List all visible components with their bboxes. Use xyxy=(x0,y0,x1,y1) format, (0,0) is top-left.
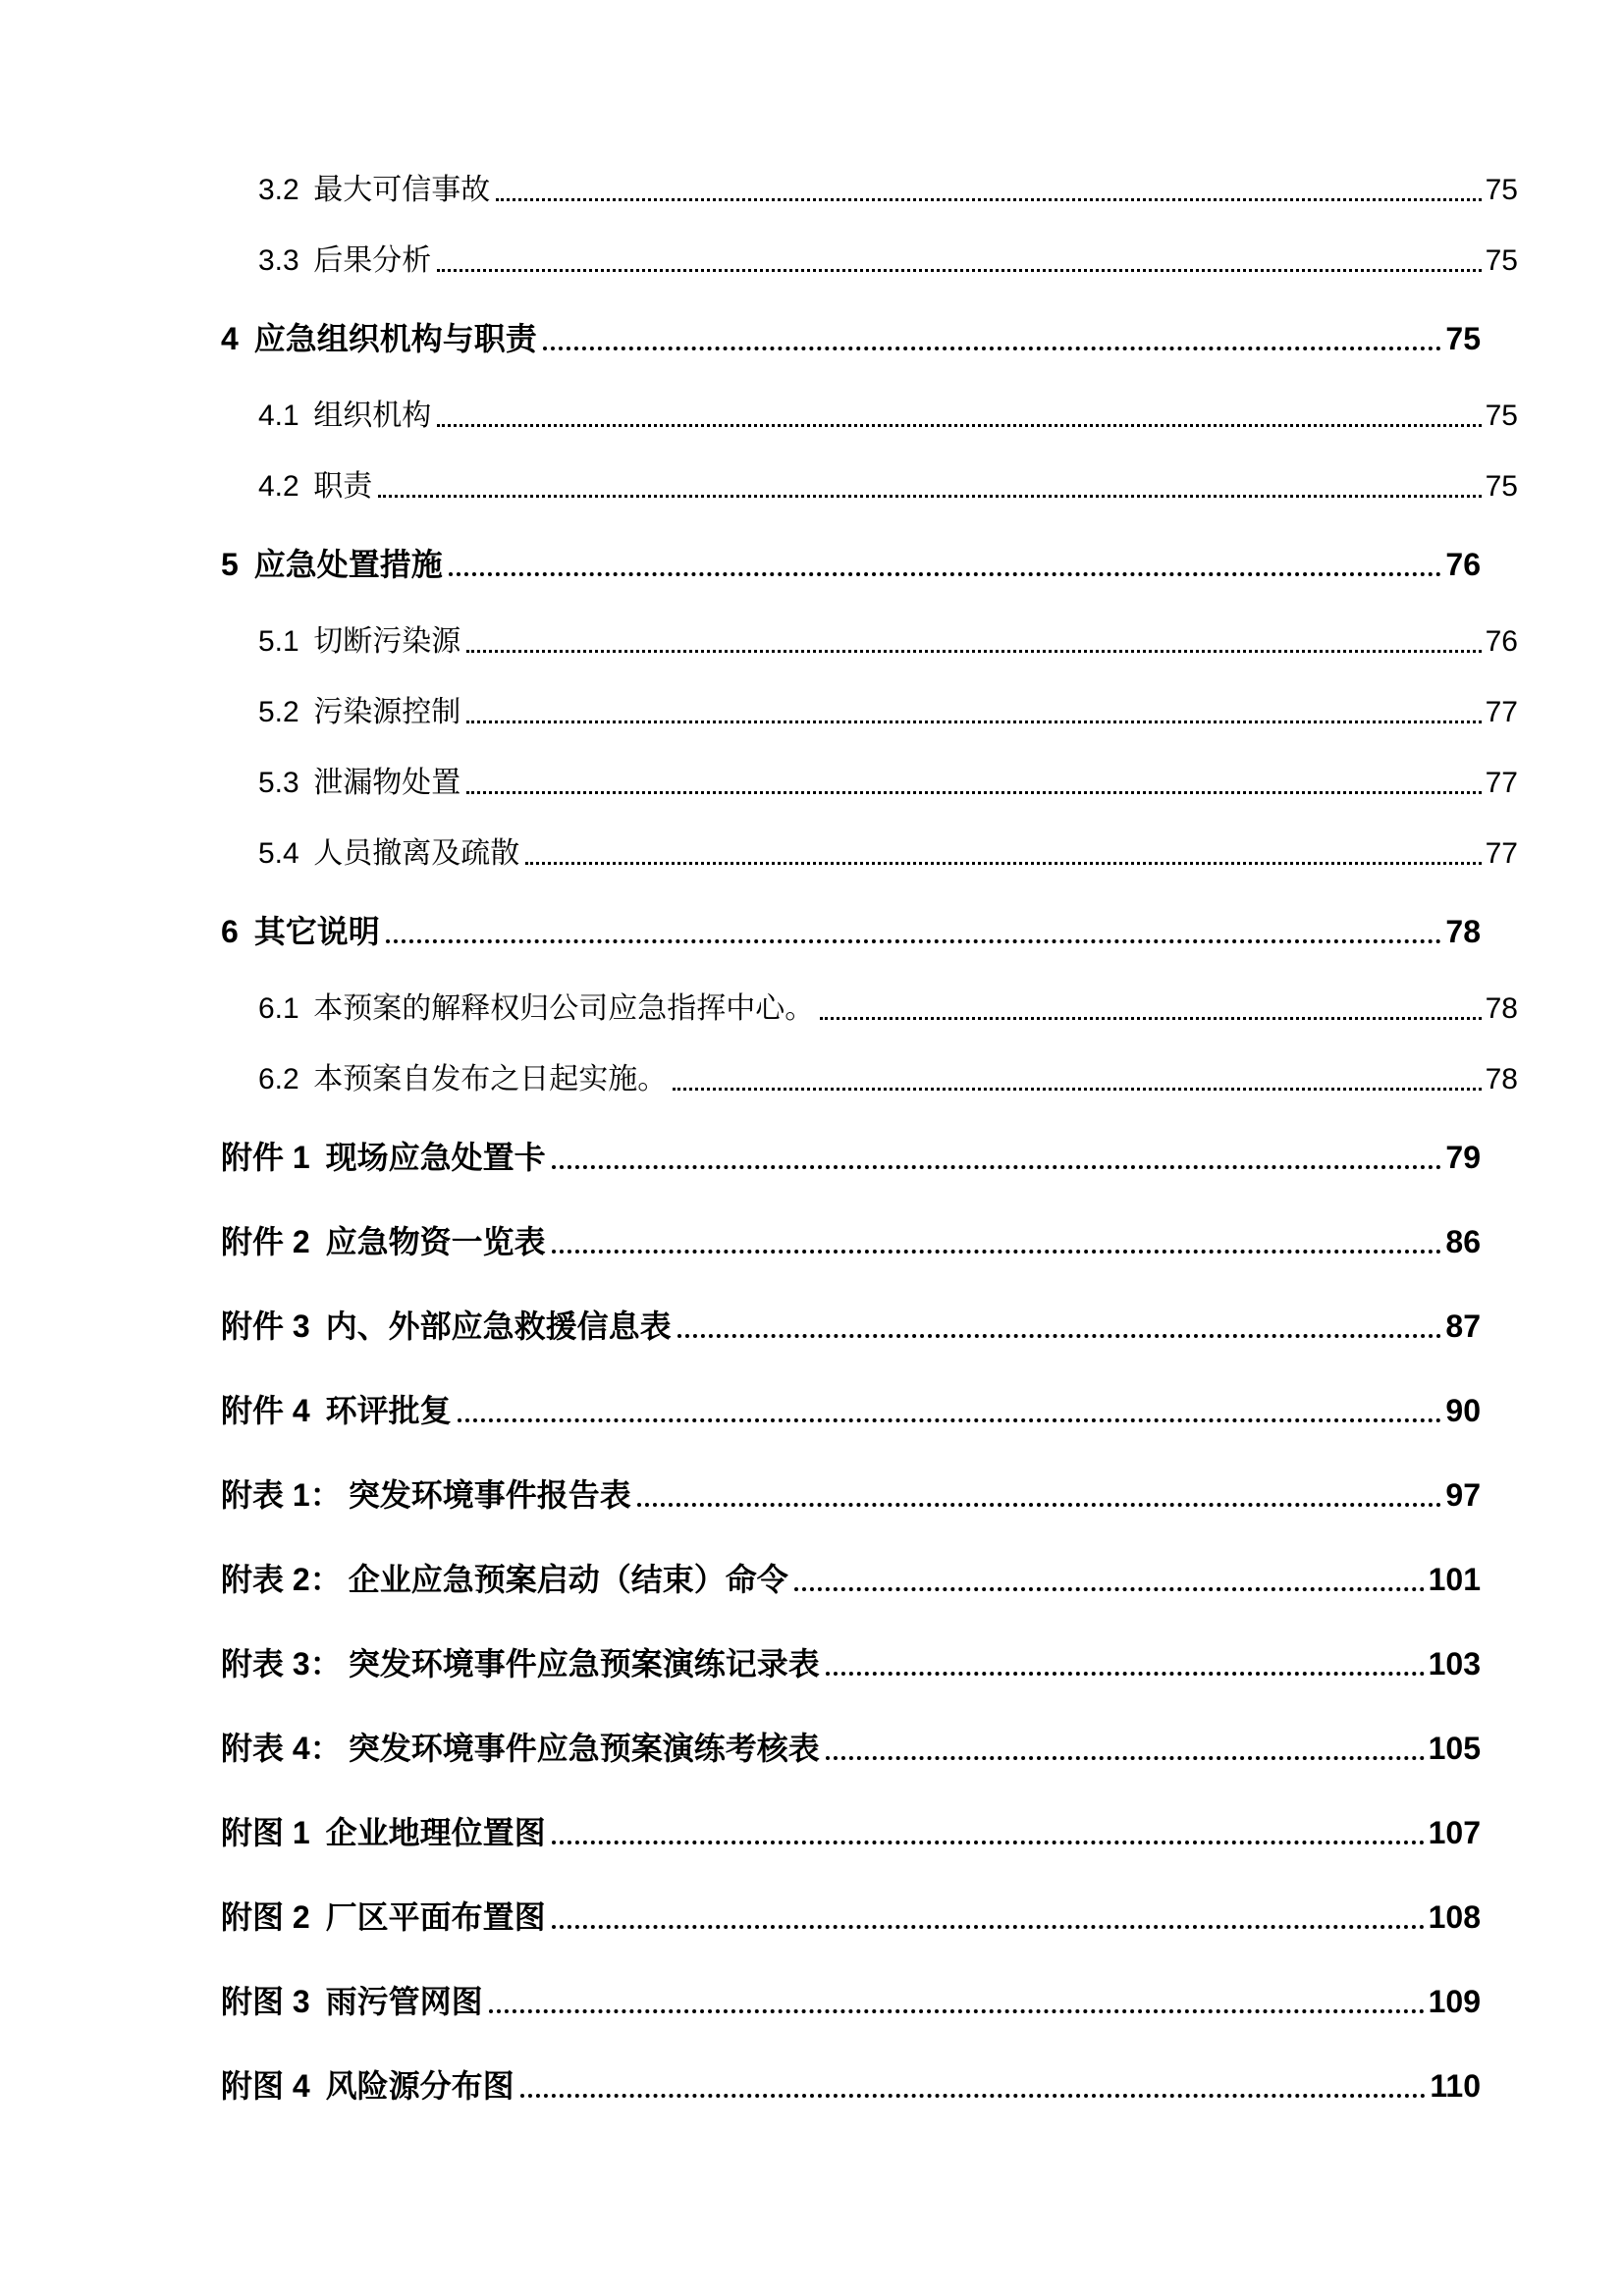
dot-leader xyxy=(437,424,1481,427)
dot-leader xyxy=(826,1672,1425,1676)
dot-leader xyxy=(458,1418,1442,1422)
dot-leader xyxy=(552,1250,1442,1254)
page-number: 77 xyxy=(1485,767,1518,799)
toc-entry xyxy=(221,1134,1481,1181)
toc-entry xyxy=(221,1556,1481,1603)
entry-number: 附件 1 xyxy=(221,1140,310,1175)
entry-title: 泄漏物处置 xyxy=(305,767,461,799)
entry-title: 企业地理位置图 xyxy=(316,1815,546,1850)
page-number: 75 xyxy=(1485,244,1518,277)
toc-entry xyxy=(258,394,1518,439)
entry-title: 应急处置措施 xyxy=(244,547,443,582)
dot-leader xyxy=(386,939,1442,943)
dot-leader xyxy=(449,572,1442,576)
entry-number: 5.3 xyxy=(258,767,299,799)
entry-title: 雨污管网图 xyxy=(316,1984,483,2019)
toc-entry xyxy=(258,761,1518,806)
dot-leader xyxy=(525,862,1481,865)
entry-number: 附图 2 xyxy=(221,1899,310,1935)
toc-entry xyxy=(221,315,1481,362)
entry-title: 应急组织机构与职责 xyxy=(244,321,537,356)
dot-leader xyxy=(552,1925,1425,1929)
entry-title: 风险源分布图 xyxy=(316,2068,514,2104)
entry-title: 突发环境事件应急预案演练考核表 xyxy=(348,1731,820,1766)
entry-number: 6 xyxy=(221,914,239,949)
entry-title: 职责 xyxy=(305,470,373,503)
dot-leader xyxy=(466,650,1481,653)
entry-title: 最大可信事故 xyxy=(305,174,491,206)
toc-entry xyxy=(221,908,1481,955)
entry-number: 附表 4： xyxy=(221,1731,342,1766)
toc-entry xyxy=(221,1978,1481,2025)
entry-title: 本预案的解释权归公司应急指挥中心。 xyxy=(305,992,815,1025)
page-number: 75 xyxy=(1485,470,1518,503)
dot-leader xyxy=(520,2094,1427,2098)
toc-entry xyxy=(221,1218,1481,1265)
entry-title: 污染源控制 xyxy=(305,696,461,728)
entry-title: 现场应急处置卡 xyxy=(316,1140,546,1175)
entry-number: 附表 2： xyxy=(221,1562,342,1597)
toc-entry xyxy=(258,619,1518,665)
dot-leader xyxy=(673,1088,1481,1091)
entry-title: 应急物资一览表 xyxy=(316,1224,546,1259)
entry-number: 4.2 xyxy=(258,470,299,503)
dot-leader xyxy=(543,347,1442,350)
entry-number: 4.1 xyxy=(258,400,299,432)
page-number: 103 xyxy=(1428,1646,1481,1682)
dot-leader xyxy=(552,1165,1442,1169)
page-number: 101 xyxy=(1428,1562,1481,1597)
page-number: 109 xyxy=(1428,1984,1481,2019)
entry-number: 附表 1： xyxy=(221,1477,342,1513)
page-number: 77 xyxy=(1485,837,1518,870)
page-number: 78 xyxy=(1445,914,1481,949)
dot-leader xyxy=(637,1503,1442,1507)
page-number: 110 xyxy=(1430,2068,1481,2104)
entry-title: 其它说明 xyxy=(244,914,380,949)
page-number: 76 xyxy=(1445,547,1481,582)
entry-number: 附件 2 xyxy=(221,1224,310,1259)
entry-number: 6.2 xyxy=(258,1063,299,1095)
entry-number: 附图 1 xyxy=(221,1815,310,1850)
entry-number: 5.4 xyxy=(258,837,299,870)
entry-number: 3.2 xyxy=(258,174,299,206)
page-number: 86 xyxy=(1445,1224,1481,1259)
dot-leader xyxy=(378,495,1481,498)
toc-entry xyxy=(258,464,1518,509)
toc-entry xyxy=(221,1471,1481,1519)
entry-title: 环评批复 xyxy=(316,1393,452,1428)
dot-leader xyxy=(820,1017,1481,1020)
entry-title: 内、外部应急救援信息表 xyxy=(316,1308,672,1344)
dot-leader xyxy=(466,721,1481,723)
toc-entry xyxy=(221,1387,1481,1434)
toc-entry xyxy=(221,1809,1481,1856)
entry-title: 切断污染源 xyxy=(305,625,461,658)
entry-title: 突发环境事件报告表 xyxy=(348,1477,631,1513)
dot-leader xyxy=(677,1334,1442,1338)
page-number: 87 xyxy=(1445,1308,1481,1344)
entry-number: 附表 3： xyxy=(221,1646,342,1682)
page-number: 105 xyxy=(1428,1731,1481,1766)
entry-number: 附件 3 xyxy=(221,1308,310,1344)
page-number: 97 xyxy=(1445,1477,1481,1513)
toc-entry xyxy=(258,831,1518,877)
entry-title: 突发环境事件应急预案演练记录表 xyxy=(348,1646,820,1682)
dot-leader xyxy=(552,1841,1425,1844)
page-number: 75 xyxy=(1485,400,1518,432)
page-number: 107 xyxy=(1428,1815,1481,1850)
toc-entry xyxy=(221,1640,1481,1687)
dot-leader xyxy=(496,198,1481,201)
entry-number: 5 xyxy=(221,547,239,582)
toc-entry xyxy=(258,1057,1518,1102)
page-number: 78 xyxy=(1485,1063,1518,1095)
entry-number: 5.1 xyxy=(258,625,299,658)
entry-title: 企业应急预案启动（结束）命令 xyxy=(348,1562,788,1597)
toc-entry xyxy=(221,1894,1481,1941)
page-number: 108 xyxy=(1428,1899,1481,1935)
toc-entry xyxy=(221,541,1481,588)
entry-number: 附图 3 xyxy=(221,1984,310,2019)
entry-number: 附件 4 xyxy=(221,1393,310,1428)
toc-entry xyxy=(258,690,1518,735)
toc-entry xyxy=(221,1725,1481,1772)
page-number: 75 xyxy=(1485,174,1518,206)
page-number: 78 xyxy=(1485,992,1518,1025)
toc-entry xyxy=(258,168,1518,213)
page-number: 75 xyxy=(1445,321,1481,356)
page-number: 90 xyxy=(1445,1393,1481,1428)
dot-leader xyxy=(489,2009,1425,2013)
entry-title: 厂区平面布置图 xyxy=(316,1899,546,1935)
entry-number: 3.3 xyxy=(258,244,299,277)
entry-title: 组织机构 xyxy=(305,400,432,432)
entry-number: 4 xyxy=(221,321,239,356)
dot-leader xyxy=(466,791,1481,794)
page-number: 77 xyxy=(1485,696,1518,728)
page-number: 79 xyxy=(1445,1140,1481,1175)
page-number: 76 xyxy=(1485,625,1518,658)
toc-entry xyxy=(258,239,1518,284)
toc-entry xyxy=(258,987,1518,1032)
dot-leader xyxy=(794,1587,1425,1591)
toc-entry xyxy=(221,1303,1481,1350)
dot-leader xyxy=(437,269,1481,272)
entry-number: 附图 4 xyxy=(221,2068,310,2104)
dot-leader xyxy=(826,1756,1425,1760)
entry-number: 5.2 xyxy=(258,696,299,728)
entry-title: 人员撤离及疏散 xyxy=(305,837,520,870)
entry-title: 后果分析 xyxy=(305,244,432,277)
entry-title: 本预案自发布之日起实施。 xyxy=(305,1063,668,1095)
entry-number: 6.1 xyxy=(258,992,299,1025)
toc-entry xyxy=(221,2062,1481,2109)
